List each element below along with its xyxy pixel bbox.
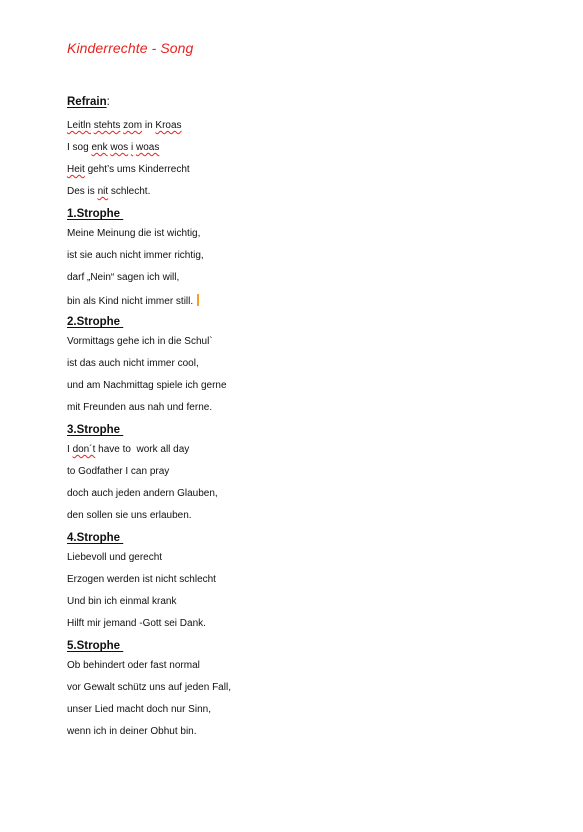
refrain-line-2: I sog enk wos i woas	[67, 142, 160, 153]
strophe-4-line-2: Erzogen werden ist nicht schlecht	[67, 574, 216, 585]
text-cursor	[197, 294, 199, 306]
spellcheck-word[interactable]: Kroas	[155, 120, 182, 131]
strophe-3-line-4: den sollen sie uns erlauben.	[67, 510, 192, 521]
strophe-5-heading: 5.Strophe	[67, 640, 124, 652]
spellcheck-word[interactable]: zom	[123, 120, 143, 131]
document-title: Kinderrechte - Song	[67, 40, 194, 56]
strophe-3-heading: 3.Strophe	[67, 424, 124, 436]
strophe-5-line-4: wenn ich in deiner Obhut bin.	[67, 726, 197, 737]
refrain-line-3: Heit geht’s ums Kinderrecht	[67, 164, 190, 175]
spellcheck-word[interactable]: nit	[97, 186, 109, 197]
spellcheck-word[interactable]: Leitln	[67, 120, 91, 131]
spellcheck-word[interactable]: Heit	[67, 164, 85, 175]
strophe-5-line-2: vor Gewalt schütz uns auf jeden Fall,	[67, 682, 231, 693]
strophe-1-line-2: ist sie auch nicht immer richtig,	[67, 250, 204, 261]
strophe-2-line-3: und am Nachmittag spiele ich gerne	[67, 380, 227, 391]
spellcheck-word[interactable]: enk	[91, 142, 108, 153]
strophe-2-line-2: ist das auch nicht immer cool,	[67, 358, 199, 369]
strophe-2-line-4: mit Freunden aus nah und ferne.	[67, 402, 213, 413]
strophe-1-line-1: Meine Meinung die ist wichtig,	[67, 228, 201, 239]
strophe-4-line-3: Und bin ich einmal krank	[67, 596, 177, 607]
strophe-2-line-1: Vormittags gehe ich in die Schul`	[67, 336, 213, 347]
strophe-3-line-2: to Godfather I can pray	[67, 466, 170, 477]
strophe-5-line-3: unser Lied macht doch nur Sinn,	[67, 704, 211, 715]
refrain-heading-text: Refrain	[67, 96, 107, 108]
refrain-line-1: Leitln stehts zom in Kroas	[67, 120, 182, 131]
strophe-1-line-3: darf „Nein“ sagen ich will,	[67, 272, 180, 283]
spellcheck-word[interactable]: wos	[110, 142, 129, 153]
strophe-2-heading: 2.Strophe	[67, 316, 124, 328]
spellcheck-word[interactable]: don´t	[72, 444, 96, 455]
strophe-5-line-1: Ob behindert oder fast normal	[67, 660, 200, 671]
spellcheck-word[interactable]: stehts	[93, 120, 121, 131]
strophe-4-line-4: Hilft mir jemand -Gott sei Dank.	[67, 618, 206, 629]
refrain-line-4: Des is nit schlecht.	[67, 186, 151, 197]
strophe-3-line-1: I don´t have to work all day	[67, 444, 190, 455]
strophe-4-heading: 4.Strophe	[67, 532, 124, 544]
strophe-4-line-1: Liebevoll und gerecht	[67, 552, 163, 563]
refrain-heading	[67, 96, 110, 108]
refrain-heading-colon: :	[106, 96, 110, 108]
strophe-1-heading: 1.Strophe	[67, 208, 124, 220]
spellcheck-word[interactable]: woas	[135, 142, 160, 153]
spellcheck-word[interactable]: i	[130, 142, 134, 153]
strophe-1-line-4: bin als Kind nicht immer still.	[67, 294, 199, 307]
strophe-3-line-3: doch auch jeden andern Glauben,	[67, 488, 218, 499]
